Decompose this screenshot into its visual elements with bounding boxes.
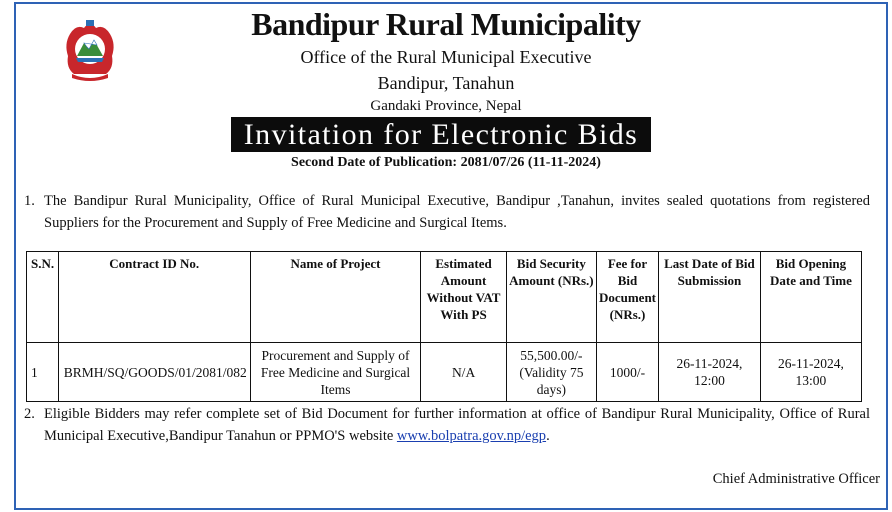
paragraph-1 (24, 190, 870, 234)
ppmo-website-link[interactable]: www.bolpatra.gov.np/egp (396, 428, 547, 444)
cell-bid-security (506, 343, 596, 402)
cell-opening: 26-11-2024, 13:00 (760, 343, 861, 402)
office-province: Gandaki Province, Nepal (370, 98, 522, 114)
header-contract-id: Contract ID No. (58, 252, 250, 343)
header-opening: Bid Opening Date and Time (760, 252, 861, 343)
cell-fee: 1000/- (596, 343, 658, 402)
table-header-row (27, 252, 862, 343)
header-project: Name of Project (250, 252, 421, 343)
header-fee: Fee for Bid Document (NRs.) (596, 252, 658, 343)
cell-last-date: 26-11-2024, 12:00 (659, 343, 761, 402)
office-name: Office of the Rural Municipal Executive (300, 47, 592, 67)
paragraph-2-text: Eligible Bidders may refer complete set of Bid Document for further information at office of Bandipur Rural Municipality, Office of Rural Municipal Executive,Bandipur Tanahun or PPMO'S website (44, 406, 870, 444)
paragraph-2-number: 2. (24, 406, 35, 422)
cell-estimated-amount: N/A (421, 343, 507, 402)
notice-title: Invitation for Electronic Bids (231, 117, 651, 152)
office-place: Bandipur, Tanahun (377, 73, 515, 93)
cell-contract-id: BRMH/SQ/GOODS/01/2081/082 (58, 343, 250, 402)
header-bid-security: Bid Security Amount (NRs.) (506, 252, 596, 343)
paragraph-1-text: The Bandipur Rural Municipality, Office of Rural Municipal Executive, Bandipur ,Tanahun, invites sealed quotations from registered Suppliers for the Procurement and Supply of Free Medicine and Surgical Items. (44, 193, 870, 231)
bid-security-amount: 55,500.00/- (520, 347, 583, 363)
paragraph-2-end: . (546, 428, 550, 444)
header-last-date: Last Date of Bid Submission (659, 252, 761, 343)
paragraph-2 (24, 403, 870, 447)
cell-sn: 1 (27, 343, 59, 402)
publication-date: Second Date of Publication: 2081/07/26 (11-11-2024) (291, 155, 601, 170)
table-row (27, 343, 862, 402)
municipality-name: Bandipur Rural Municipality (251, 6, 641, 42)
header-estimated-amount: Estimated Amount Without VAT With PS (421, 252, 507, 343)
bid-security-validity: (Validity 75 days) (519, 364, 584, 397)
bid-table (26, 251, 862, 402)
paragraph-1-number: 1. (24, 193, 35, 209)
paragraph-2-body (24, 403, 870, 447)
signature: Chief Administrative Officer (712, 471, 880, 487)
cell-project: Procurement and Supply of Free Medicine and Surgical Items (250, 343, 421, 402)
header-sn: S.N. (27, 252, 59, 343)
